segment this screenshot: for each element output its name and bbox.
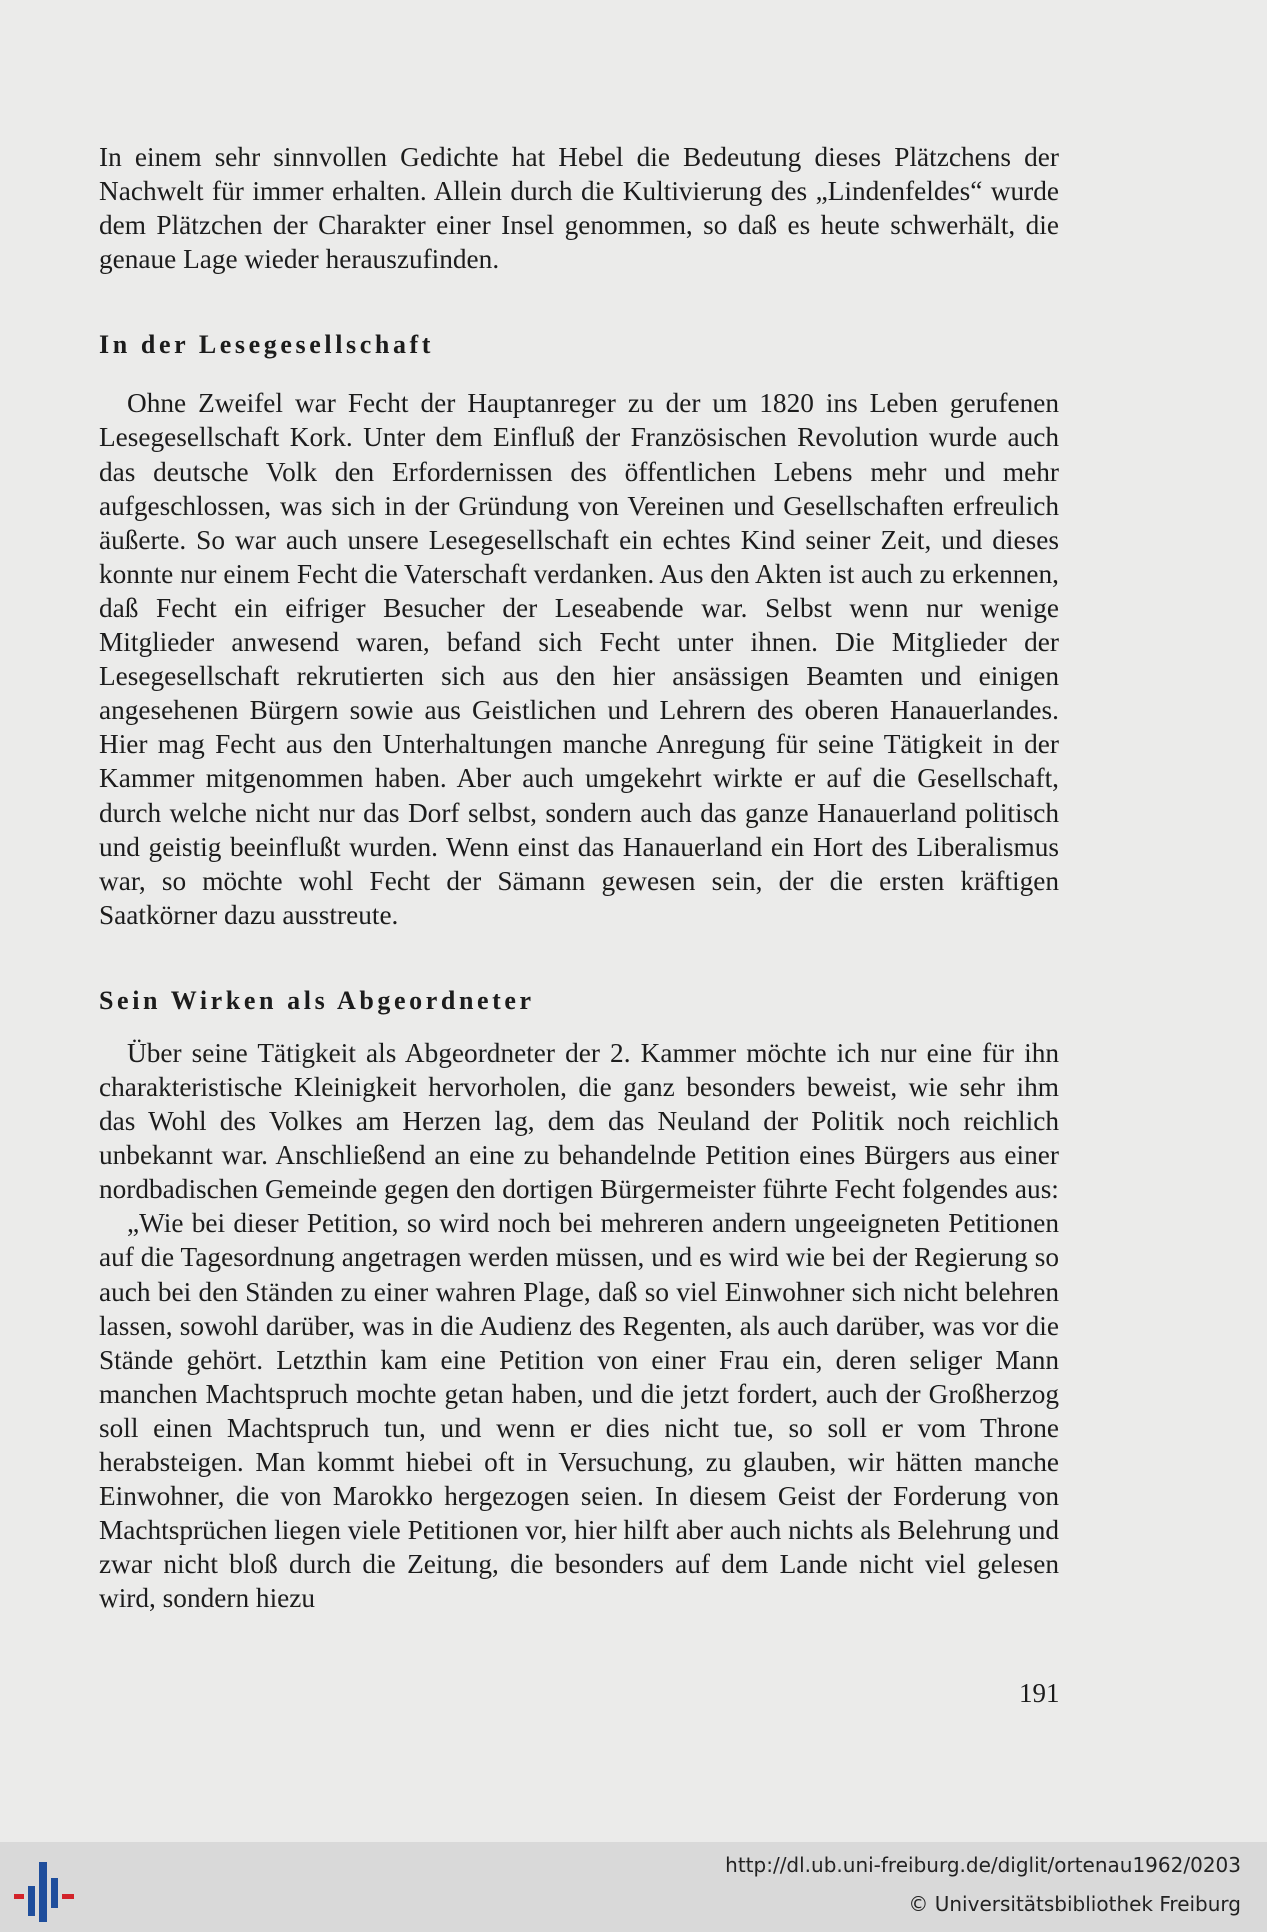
copyright-notice: © Universitätsbibliothek Freiburg bbox=[908, 1892, 1241, 1916]
page-number: 191 bbox=[1019, 1678, 1060, 1708]
paragraph-3: Über seine Tätigkeit als Abgeordneter der 2. Kammer möchte ich nur eine für ihn charakteristische Kleinigkeit hervorholen, die ganz besonders beweist, wie sehr ihm das Wohl des Volkes am Herzen lag, dem das Neuland der Politik noch reichlich unbekannt war. Anschließend an eine zu behandelnde Petition eines Bürgers aus einer nordbadischen Gemeinde gegen den dortigen Bürgermeister führte Fecht folgendes aus: bbox=[99, 1037, 1059, 1205]
paragraph-1: In einem sehr sinnvollen Gedichte hat Hebel die Bedeutung dieses Plätzchens der Nachwelt für immer erhalten. Allein durch die Kultivierung des „Lindenfeldes“ wurde dem Plätzchen der Charakter einer Insel genommen, so daß es heute schwerhält, die genaue Lage wieder herauszufinden. bbox=[99, 142, 1059, 275]
permalink-url[interactable]: http://dl.ub.uni-freiburg.de/diglit/ortenau1962/0203 bbox=[725, 1853, 1241, 1877]
paragraph-4-quote: „Wie bei dieser Petition, so wird noch bei mehreren andern ungeeigneten Petitionen auf die Tagesordnung angetragen werden müssen, und es wird wie bei der Regierung so auch bei den Ständen zu einer wahren Plage, daß so viel Einwohner sich nicht belehren lassen, sowohl darüber, was in die Audienz des Regenten, als auch darüber, was vor die Stände gehört. Letzthin kam eine Petition von einer Frau ein, deren seliger Mann manchen Machtspruch mochte getan haben, und die jetzt fordert, auch der Großherzog soll einen Machtspruch tun, und wenn er dies nicht tue, so soll er vom Throne herabsteigen. Man kommt hiebei oft in Versuchung, zu glauben, wir hätten manche Einwohner, die von Marokko hergezogen seien. In diesem Geist der Forderung von Machtsprüchen liegen viele Petitionen vor, hier hilft aber auch nichts als Belehrung und zwar nicht bloß durch die Zeitung, die besonders auf dem Lande nicht viel gelesen wird, sondern hiezu bbox=[99, 1208, 1059, 1614]
section-heading-abgeordneter: Sein Wirken als Abgeordneter bbox=[99, 985, 535, 1015]
ub-freiburg-logo-icon bbox=[14, 1856, 80, 1922]
page-body bbox=[99, 140, 1059, 1615]
section-heading-lesegesellschaft: In der Lesegesellschaft bbox=[99, 330, 435, 360]
footer-bar bbox=[0, 1842, 1267, 1932]
paragraph-2: Ohne Zweifel war Fecht der Hauptanreger zu der um 1820 ins Leben gerufenen Lesegesellschaft Kork. Unter dem Einfluß der Französischen Revolution wurde auch das deutsche Volk den Erfordernissen des öffentlichen Lebens mehr und mehr aufgeschlossen, was sich in der Gründung von Vereinen und Gesellschaften erfreulich äußerte. So war auch unsere Lesegesellschaft ein echtes Kind seiner Zeit, und dieses konnte nur einem Fecht die Vaterschaft verdanken. Aus den Akten ist auch zu erkennen, daß Fecht ein eifriger Besucher der Leseabende war. Selbst wenn nur wenige Mitglieder anwesend waren, befand sich Fecht unter ihnen. Die Mitglieder der Lesegesellschaft rekrutierten sich aus den hier ansässigen Beamten und einigen angesehenen Bürgern sowie aus Geistlichen und Lehrern des oberen Hanauerlandes. Hier mag Fecht aus den Unterhaltungen manche Anregung für seine Tätigkeit in der Kammer mitgenommen haben. Aber auch umgekehrt wirkte er auf die Gesellschaft, durch welche nicht nur das Dorf selbst, sondern auch das ganze Hanauerland politisch und geistig beeinflußt wurden. Wenn einst das Hanauerland ein Hort des Liberalismus war, so möchte wohl Fecht der Sämann gewesen sein, der die ersten kräftigen Saatkörner dazu ausstreute. bbox=[99, 388, 1059, 930]
